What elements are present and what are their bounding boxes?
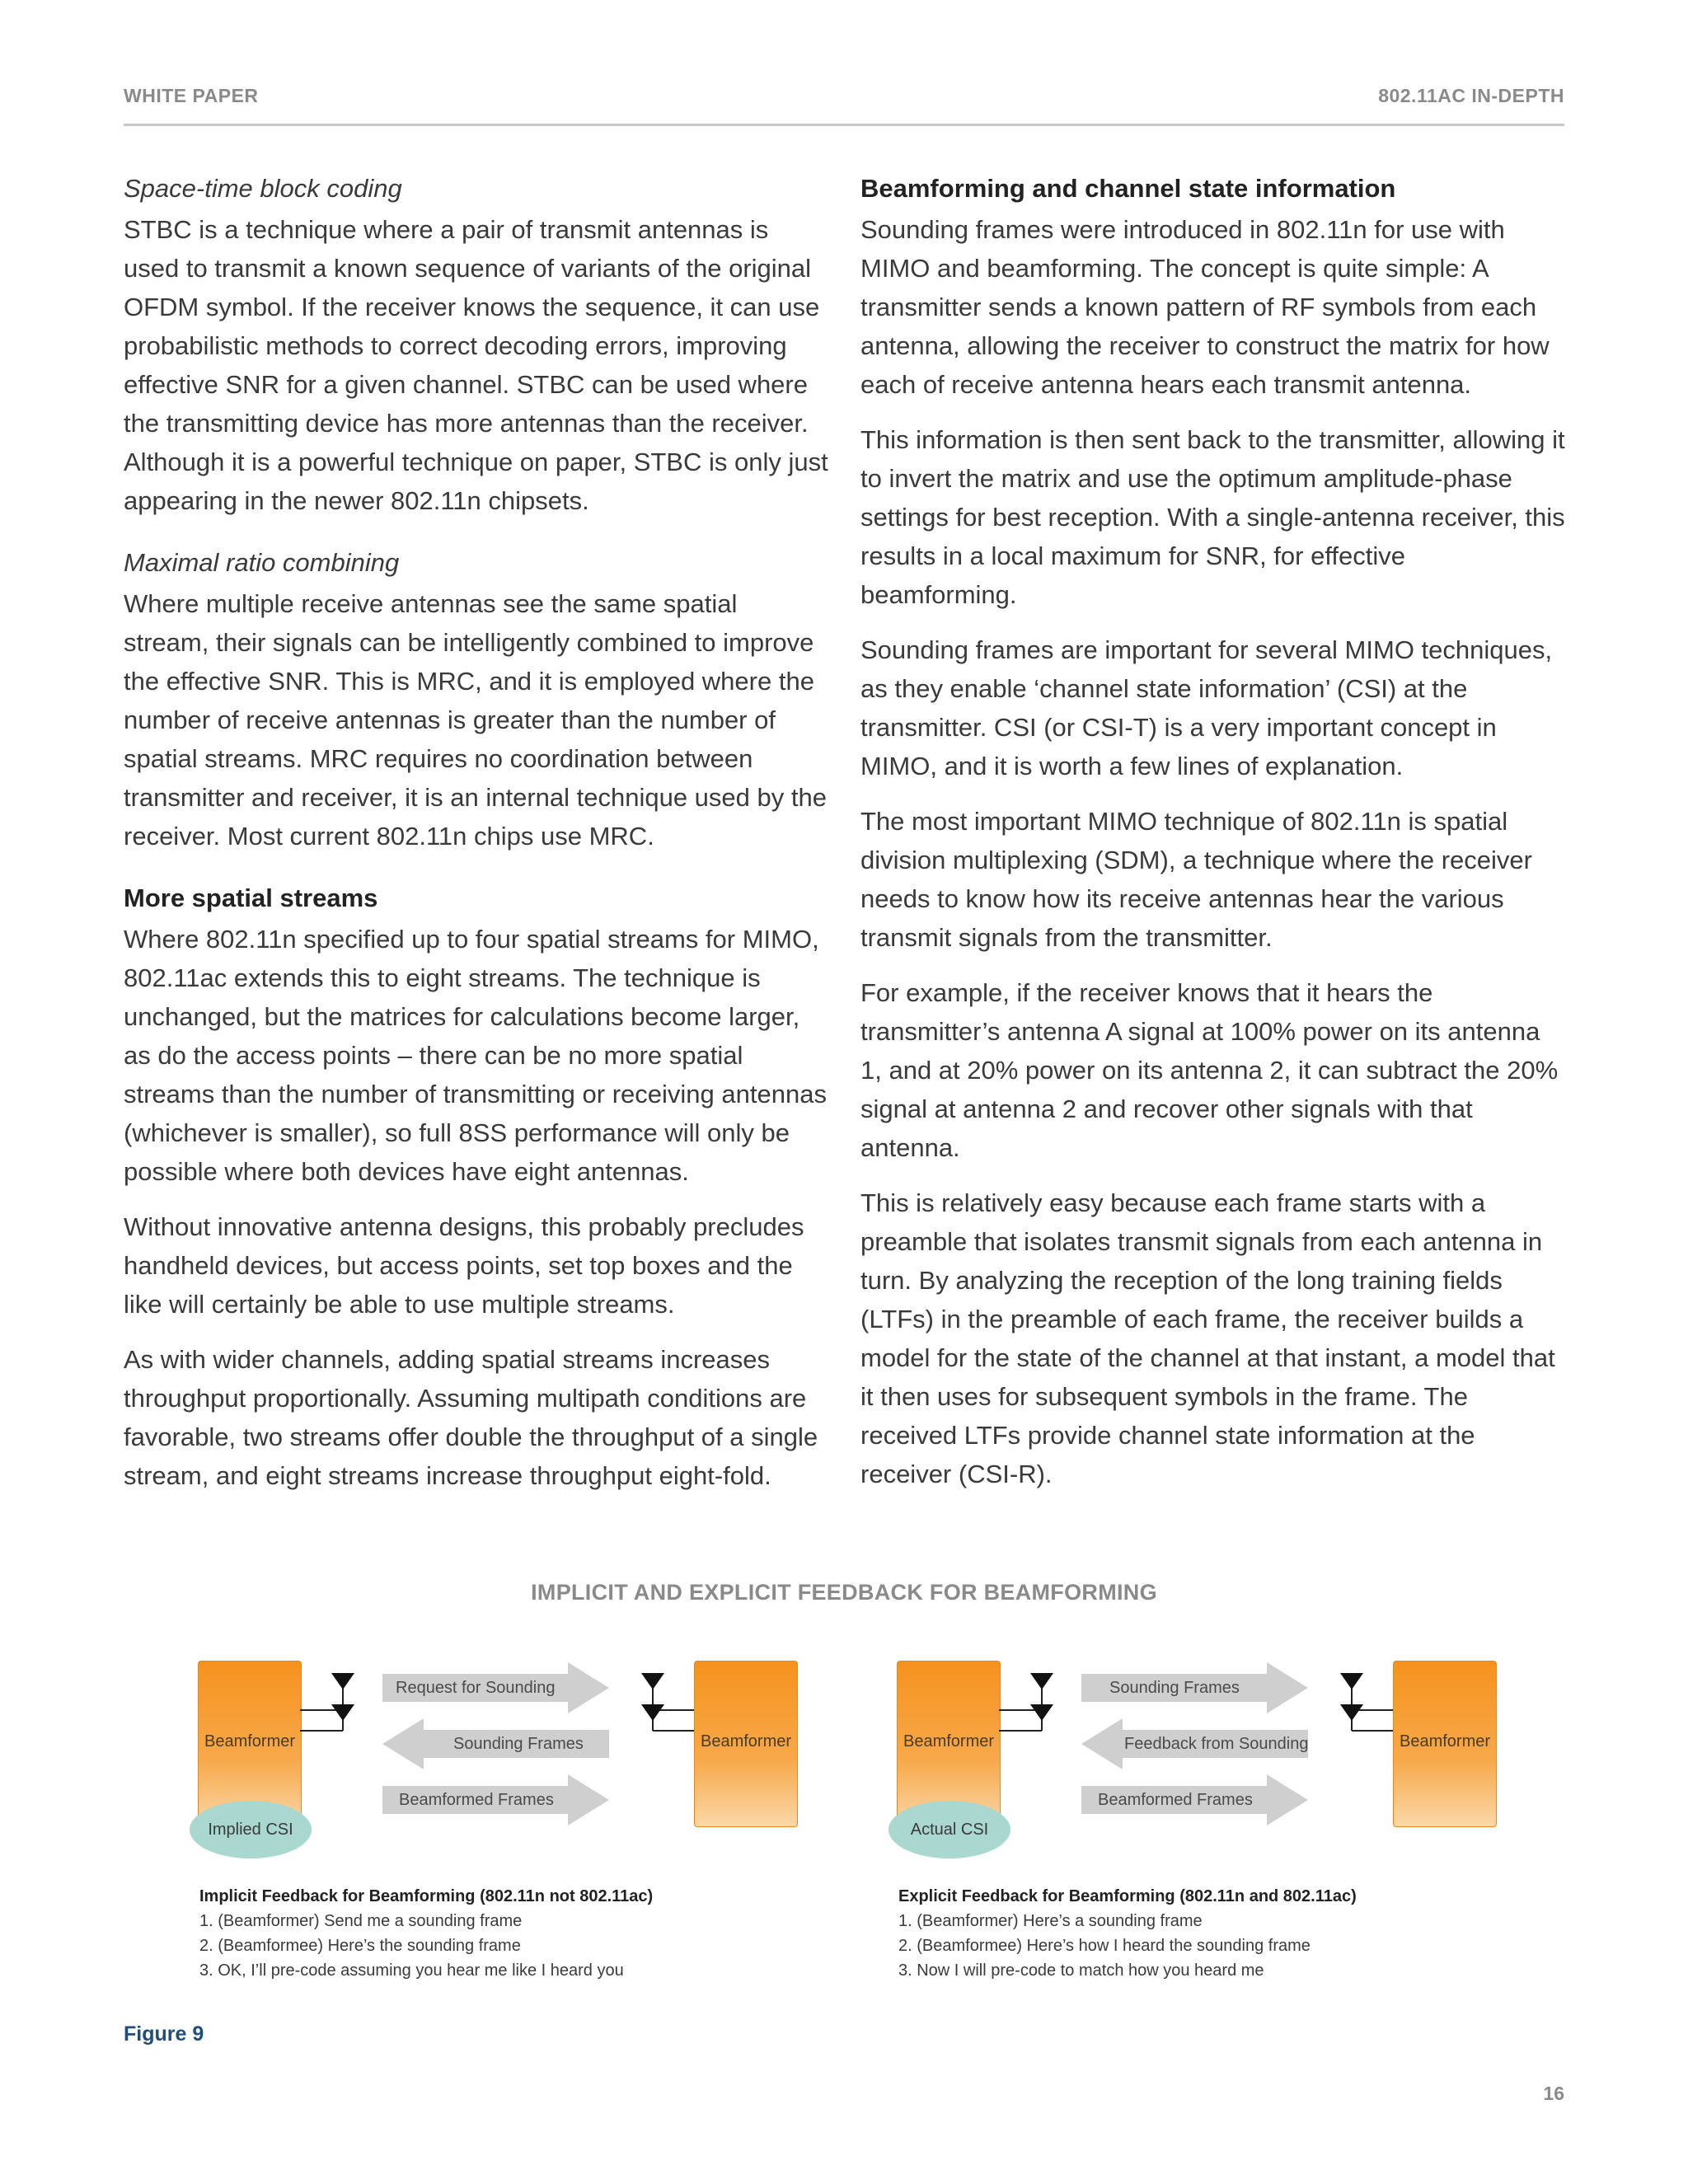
implicit-step-1: 1. (Beamformer) Send me a sounding frame <box>199 1912 523 1930</box>
figure-title: IMPLICIT AND EXPLICIT FEEDBACK FOR BEAMFORMING <box>531 1580 1157 1605</box>
page-header <box>124 85 1564 110</box>
beamforming-paragraph-2: This information is then sent back to the transmitter, allowing it to invert the matrix and use the optimum amplitude-phase settings for best reception. With a single-antenna receiver, this results in a local maximum for SNR, for effective beamforming. <box>860 425 1565 609</box>
spatial-streams-paragraph-3: As with wider channels, adding spatial streams increases throughput proportionally. Assuming multipath conditions are favorable, two streams offer double the throughput of a single stream, and eight streams increase throughput eight-fold. <box>124 1345 818 1490</box>
beamformer-label: Beamformer <box>903 1732 995 1750</box>
header-divider <box>124 124 1564 126</box>
spatial-streams-heading: More spatial streams <box>124 883 378 912</box>
left-column <box>124 169 828 1511</box>
arrow-label: Sounding Frames <box>453 1735 584 1753</box>
arrow-label: Beamformed Frames <box>1098 1791 1253 1809</box>
beamforming-paragraph-3: Sounding frames are important for several MIMO techniques, as they enable ‘channel state information’ (CSI) at the transmitter. CSI (or CSI-T) is a very important concept in MIMO, and it is worth a few lines of explanation. <box>860 635 1553 780</box>
actual-csi-badge: Actual CSI <box>889 1801 1010 1858</box>
beamforming-paragraph-1: Sounding frames were introduced in 802.11n for use with MIMO and beamforming. The concept is quite simple: A transmitter sends a known pattern of RF symbols from each antenna, allowing the receiver to construct the matrix for how each of receive antenna hears each transmit antenna. <box>860 215 1550 399</box>
spatial-streams-paragraph-1: Where 802.11n specified up to four spatial streams for MIMO, 802.11ac extends this to eight streams. The technique is unchanged, but the matrices for calculations become larger, as do the access points – there can be no more spatial streams than the number of transmitting or receiving antennas (whichever is smaller), so full 8SS performance will only be possible where both devices have eight antennas. <box>124 925 827 1186</box>
beamforming-paragraph-4: The most important MIMO technique of 802.11n is spatial division multiplexing (SDM), a technique where the receiver needs to know how its receive antennas hear the various transmit signals from the transmitter. <box>860 807 1532 952</box>
arrow-label: Sounding Frames <box>1109 1679 1240 1697</box>
beamformer-box-right <box>694 1661 798 1827</box>
beamforming-paragraph-6: This is relatively easy because each frame starts with a preamble that isolates transmit signals from each antenna in turn. By analyzing the reception of the long training fields (LTFs) in the preamble of each frame, the receiver builds a model for the state of the channel at that instant, a model that it then uses for subsequent symbols in the frame. The received LTFs provide channel state information at the receiver (CSI-R). <box>860 1188 1555 1488</box>
arrow-sounding-frames <box>1081 1662 1308 1713</box>
arrow-label: Request for Sounding <box>396 1679 556 1697</box>
right-antenna-pair-icon <box>610 1665 696 1739</box>
implicit-step-2: 2. (Beamformee) Here’s the sounding frame <box>199 1937 521 1955</box>
beamformer-label: Beamformer <box>204 1732 296 1750</box>
implicit-caption <box>199 1884 793 1983</box>
right-column <box>860 169 1565 1510</box>
stbc-paragraph: STBC is a technique where a pair of transmit antennas is used to transmit a known sequence of variants of the original OFDM symbol. If the receiver knows the sequence, it can use probabilistic methods to correct decoding errors, improving effective SNR for a given channel. STBC can be used where the transmitting device has more antennas than the receiver. Although it is a powerful technique on paper, STBC is only just appearing in the newer 802.11n chipsets. <box>124 215 828 515</box>
explicit-feedback-diagram <box>880 1644 1523 1867</box>
explicit-step-3: 3. Now I will pre-code to match how you heard me <box>898 1961 1264 1980</box>
explicit-caption <box>898 1884 1492 1983</box>
implicit-caption-title: Implicit Feedback for Beamforming (802.11n not 802.11ac) <box>199 1887 654 1905</box>
mrc-paragraph: Where multiple receive antennas see the same spatial stream, their signals can be intelligently combined to improve the effective SNR. This is MRC, and it is employed where the number of receive antennas is greater than the number of spatial streams. MRC requires no coordination between transmitter and receiver, it is an internal technique used by the receiver. Most current 802.11n chips use MRC. <box>124 589 827 851</box>
arrow-beamformed-frames <box>382 1774 609 1825</box>
left-antenna-pair-icon <box>300 1665 389 1739</box>
header-doc-type: WHITE PAPER <box>124 85 259 106</box>
beamforming-paragraph-5: For example, if the receiver knows that it hears the transmitter’s antenna A signal at 100% power on its antenna 1, and at 20% power on its antenna 2, it can subtract the 20% signal at antenna 2 and recover other signals with that antenna. <box>860 978 1559 1162</box>
arrow-label: Feedback from Sounding <box>1124 1735 1309 1753</box>
beamformer-label: Beamformer <box>1399 1732 1491 1750</box>
stbc-heading: Space-time block coding <box>124 174 402 203</box>
explicit-step-2: 2. (Beamformee) Here’s how I heard the sounding frame <box>898 1937 1311 1955</box>
arrow-feedback-from-sounding <box>1081 1718 1308 1769</box>
explicit-caption-title: Explicit Feedback for Beamforming (802.11n and 802.11ac) <box>898 1887 1357 1905</box>
implicit-feedback-diagram <box>181 1644 824 1867</box>
arrow-sounding-frames <box>382 1718 609 1769</box>
beamformer-label: Beamformer <box>700 1732 792 1750</box>
arrow-beamformed-frames <box>1081 1774 1308 1825</box>
spatial-streams-paragraph-2: Without innovative antenna designs, this probably precludes handheld devices, but access points, set top boxes and the like will certainly be able to use multiple streams. <box>124 1212 804 1319</box>
beamformer-box-right <box>1393 1661 1497 1827</box>
mrc-heading: Maximal ratio combining <box>124 548 400 577</box>
arrow-request-for-sounding <box>382 1662 609 1713</box>
header-doc-title: 802.11AC IN-DEPTH <box>1378 85 1564 106</box>
right-antenna-pair-icon <box>1309 1665 1395 1739</box>
beamforming-heading: Beamforming and channel state information <box>860 174 1396 203</box>
arrow-label: Beamformed Frames <box>399 1791 554 1809</box>
implicit-step-3: 3. OK, I’ll pre-code assuming you hear me like I heard you <box>199 1961 624 1980</box>
explicit-step-1: 1. (Beamformer) Here’s a sounding frame <box>898 1912 1203 1930</box>
figure-label: Figure 9 <box>124 2022 204 2046</box>
implied-csi-badge: Implied CSI <box>190 1801 312 1858</box>
page-number: 16 <box>1543 2083 1564 2104</box>
left-antenna-pair-icon <box>999 1665 1088 1739</box>
